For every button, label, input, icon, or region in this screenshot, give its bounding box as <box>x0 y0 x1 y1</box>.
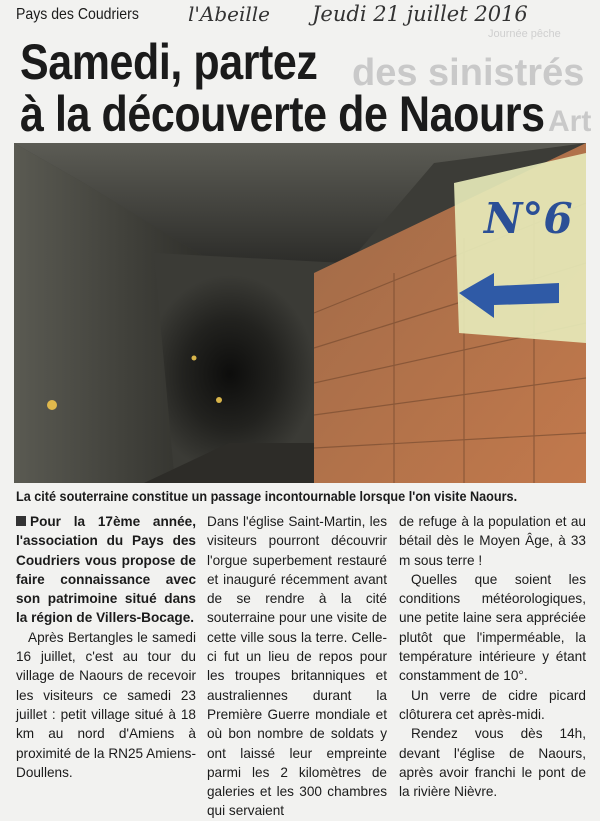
article-paragraph: Dans l'église Saint-Martin, les visiteurs pourront découvrir l'orgue superbement restauré et inauguré récemment avant de se rendre à la cité souterraine pour une visite de cette ville sous la terre. Celle-ci fut un lieu de repos pour les troupes britanniques et australiennes durant la Première Guerre mondiale et où bon nombre de soldats y ont laissé leur empreinte parmi les 2 kilomètres de galeries et les 300 chambres qui servaient <box>207 514 387 819</box>
article-column-1 <box>16 512 196 782</box>
headline-line-2: à la découverte de Naours <box>20 86 545 142</box>
article-paragraph: de refuge à la population et au bétail dès le Moyen Âge, à 33 m sous terre ! <box>399 514 586 568</box>
article-column-2 <box>207 512 387 821</box>
section-label: Pays des Coudriers <box>16 6 139 23</box>
article-paragraph: Un verre de cidre picard clôturera cet après-midi. <box>399 687 586 722</box>
photo-caption: La cité souterraine constitue un passage incontournable lorsque l'on visite Naours. <box>16 489 518 504</box>
bleed-tag: Journée pêche <box>488 28 561 40</box>
bleed-line-2: Art <box>548 105 592 138</box>
article-paragraph: Après Bertangles le samedi 16 juillet, c'est au tour du village de Naours de recevoir les visiteurs ce samedi 23 juillet : petit village situé à 18 km au nord d'Amiens à proximité de la RN25 Amiens-Doullens. <box>16 629 196 780</box>
article-column-3 <box>399 512 586 801</box>
article-lead: Pour la 17ème année, l'association du Pays des Coudriers vous propose de faire connaissance avec son patrimoine situé dans la région de Villers-Bocage. <box>16 514 196 626</box>
lead-bullet-icon <box>16 516 26 526</box>
sign-number: N°6 <box>484 194 573 243</box>
article-paragraph: Quelles que soient les conditions météorologiques, une petite laine sera appréciée plutôt que l'imperméable, la température intérieure y étant constamment de 10°. <box>399 571 586 684</box>
bleed-line-1: des sinistrés <box>352 52 585 94</box>
article-paragraph: Rendez vous dès 14h, devant l'église de Naours, après avoir franchi le pont de la rivière Nièvre. <box>399 726 586 800</box>
newspaper-name: l'Abeille <box>188 2 271 26</box>
tunnel-illustration <box>14 143 586 483</box>
handwritten-date: Jeudi 21 juillet 2016 <box>312 2 528 26</box>
tunnel-photo <box>14 143 586 483</box>
headline-line-1: Samedi, partez <box>20 34 318 90</box>
